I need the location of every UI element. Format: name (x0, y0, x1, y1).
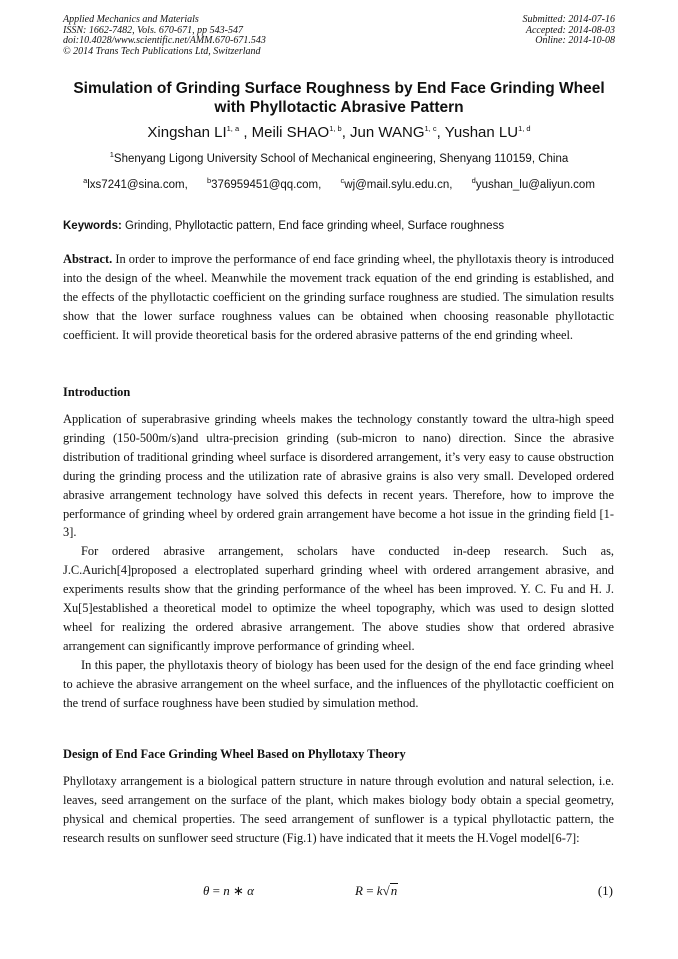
submitted-date: Submitted: 2014-07-16 (522, 14, 615, 25)
author-name: Jun WANG (350, 124, 425, 141)
email-item (206, 176, 322, 191)
keywords-text: Grinding, Phyllotactic pattern, End face grinding wheel, Surface roughness (125, 220, 505, 232)
affiliation (40, 152, 638, 167)
journal-copyright: © 2014 Trans Tech Publications Ltd, Switzerland (63, 45, 261, 57)
eq-r: R (355, 883, 363, 898)
eq-k: k (376, 883, 383, 898)
email-item (340, 176, 453, 191)
abstract-label: Abstract. (63, 252, 113, 266)
author-name: Xingshan LI (147, 124, 227, 141)
author-name: Yushan LU (444, 124, 519, 141)
email-address[interactable]: yushan_lu@aliyun.com (475, 179, 595, 191)
author-sep: , (239, 124, 252, 141)
email-sup: d (471, 176, 476, 186)
author-sup: 1, c (424, 124, 437, 133)
eq-alpha: α (247, 883, 254, 898)
sqrt-icon: √ (382, 883, 390, 898)
online-date: Online: 2014-10-08 (535, 35, 615, 46)
email-sup: a (83, 176, 88, 186)
author-list (40, 124, 638, 142)
email-sup: b (206, 176, 212, 186)
dates-header (523, 15, 616, 47)
design-paragraph-1: Phyllotaxy arrangement is a biological pattern structure in nature through evolution and natural selection, i.e. leaves, seed arrangement on the surface of the plant, which makes biology body obtain a special geometry, physical and chemical properties. The seed arrangement of sunflower is a typical phyllotactic pattern, the research results on sunflower seed structure (Fig.1) have indicated that it meets the H.Vogel model[6-7]: (63, 774, 614, 845)
intro-paragraph-3: In this paper, the phyllotaxis theory of biology has been used for the design of the end face grinding wheel to achieve the abrasive arrangement on the wheel surface, and the influences of the phyllotactic coefficient on the trend of surface roughness have been studied by simulation method. (63, 657, 614, 710)
journal-issn: ISSN: 1662-7482, Vols. 670-671, pp 543-547 (63, 24, 243, 36)
author-sup: 1, a (226, 124, 240, 133)
journal-name: Applied Mechanics and Materials (63, 14, 199, 25)
title-line-2: with Phyllotactic Abrasive Pattern (214, 99, 464, 116)
author-sep: , (436, 124, 445, 141)
email-address[interactable]: lxs7241@sina.com, (87, 179, 188, 191)
email-item (83, 176, 188, 191)
introduction-section (63, 410, 614, 713)
intro-paragraph-2: For ordered abrasive arrangement, scholars have conducted in-deep research. Such as, J.C.Aurich[4]proposed a electroplated superhard grinding wheel with ordered arrangement abrasive, and experiments results show that the grinding performance of the wheel has been improved. Y. C. Fu and H. J. Xu[5]established a theoretical model to optimize the wheel topography, which was used to design slotted wheel for realizing the ordered abrasive arrangement. The above studies show that ordered abrasive arrangement can significantly improve performance of grinding wheel. (63, 544, 614, 653)
affiliation-sup: 1 (109, 150, 114, 160)
author-sup: 1, d (518, 124, 531, 133)
equation-theta (203, 883, 254, 899)
author-sup: 1, b (329, 124, 342, 133)
journal-header (63, 15, 266, 57)
equation-number: (1) (597, 883, 613, 898)
eq-equals: = (209, 883, 224, 898)
paper-title (40, 79, 638, 117)
eq-star: ∗ (229, 883, 248, 898)
title-line-1: Simulation of Grinding Surface Roughness by End Face Grinding Wheel (73, 80, 605, 97)
email-address[interactable]: 376959451@qq.com, (211, 179, 322, 191)
keywords (63, 219, 615, 234)
eq-equals: = (362, 883, 377, 898)
keywords-label: Keywords: (63, 220, 122, 232)
email-list (40, 178, 638, 193)
author-name: Meili SHAO (251, 124, 330, 141)
eq-n: n (223, 883, 230, 898)
email-address[interactable]: wj@mail.sylu.edu.cn, (344, 179, 453, 191)
design-section (63, 772, 614, 848)
intro-paragraph-1: Application of superabrasive grinding wheels makes the technology constantly toward the ultra-high speed grinding (150-500m/s)and ultra-precision grinding (sub-micron to nano) direction. Since the abrasive distribution of traditional grinding wheel surface is disordered arrangement, it’s very easy to cause obstruction during the grinding process and the utilization rate of abrasive grains is also very small. Developed ordered abrasive arrangement technology have solved this defects in recent years. Therefore, how to improve the performance of grinding wheel by ordered grain arrangement have become a hot issue in the grinding field [1-3]. (63, 412, 614, 540)
email-item (471, 176, 595, 191)
accepted-date: Accepted: 2014-08-03 (525, 24, 615, 36)
eq-n-under-root: n (390, 883, 398, 898)
design-heading: Design of End Face Grinding Wheel Based on Phyllotaxy Theory (63, 747, 406, 761)
eq-theta: θ (203, 883, 210, 898)
introduction-heading: Introduction (63, 385, 131, 399)
abstract (63, 250, 614, 345)
abstract-text: In order to improve the performance of end face grinding wheel, the phyllotaxis theory is introduced into the design of the wheel. Meanwhile the movement track equation of the end grinding is established, and the effects of the phyllotactic coefficient on the grinding surface roughness are studied. The simulation results show that the lower surface roughness values can be obtained when choosing reasonable phyllotactic coefficient. It will provide theoretical basis for the ordered abrasive patterns of the end grinding wheel. (63, 252, 614, 342)
journal-doi: doi:10.4028/www.scientific.net/AMM.670-671.543 (63, 35, 266, 46)
affiliation-text: Shenyang Ligong University School of Mechanical engineering, Shenyang 110159, China (113, 153, 569, 165)
email-sup: c (340, 176, 345, 186)
equation-radius (355, 883, 398, 899)
author-sep: , (341, 124, 351, 141)
